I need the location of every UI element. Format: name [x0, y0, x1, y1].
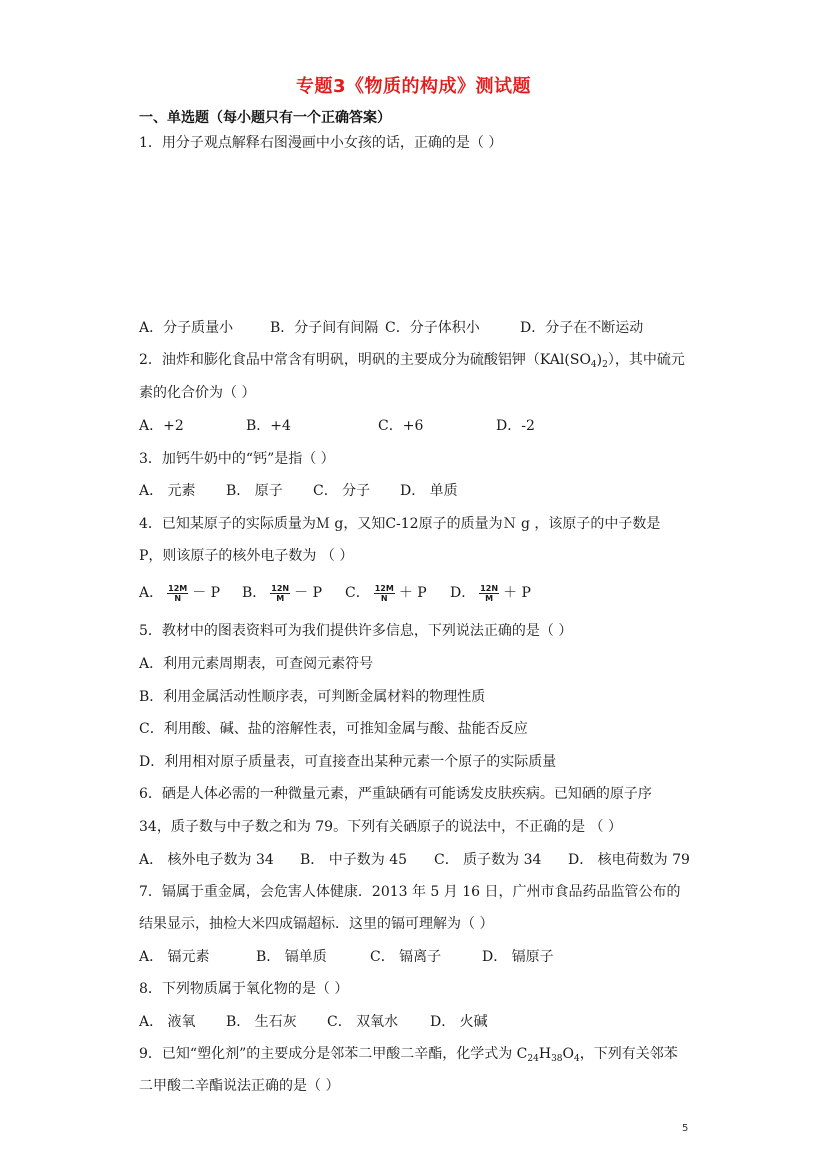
- fraction-numerator: 12N: [271, 583, 290, 593]
- fraction-denominator: M: [276, 593, 285, 603]
- question-8-option-d: D． 火碱: [430, 1014, 488, 1030]
- question-2-option-b: B．+4: [246, 418, 291, 434]
- question-3-stem: 3．加钙牛奶中的“钙”是指（ ）: [139, 451, 335, 467]
- formula-element: H: [538, 1046, 552, 1062]
- question-4-option-b: [242, 583, 322, 603]
- question-1-option-c: C．分子体积小: [385, 320, 480, 336]
- question-4-option-d: [450, 583, 531, 603]
- question-4-stem-line2: P，则该原子的核外电子数为 （ ）: [139, 548, 354, 564]
- question-9-stem-text: ，下列有关邻苯: [579, 1046, 678, 1062]
- question-8-option-b: B． 生石灰: [226, 1014, 297, 1030]
- question-6-stem-line1: 6．硒是人体必需的一种微量元素，严重缺硒有可能诱发皮肤疾病。已知硒的原子序: [139, 786, 652, 802]
- question-5-option-b: B．利用金属活动性顺序表，可判断金属材料的物理性质: [139, 689, 486, 705]
- question-6-stem-line2: 34，质子数与中子数之和为 79。下列有关硒原子的说法中，不正确的是 （ ）: [139, 819, 622, 835]
- question-2-stem-line1: [139, 350, 685, 375]
- question-6-option-a: A． 核外电子数为 34: [139, 852, 274, 868]
- question-9-stem-text: 9．已知“塑化剂”的主要成分是邻苯二甲酸二辛酯，化学式为 C: [139, 1046, 528, 1062]
- fraction: [167, 584, 188, 603]
- fraction-numerator: 12M: [168, 583, 188, 593]
- question-7-option-c: C． 镉离子: [370, 949, 442, 965]
- question-1-option-d: D．分子在不断运动: [520, 320, 644, 336]
- option-label: B．: [242, 585, 267, 601]
- question-7-option-a: A． 镉元素: [139, 949, 210, 965]
- question-7-stem-line2: 结果显示，抽检大米四成镉超标．这里的镉可理解为（ ）: [139, 916, 494, 932]
- subscript: 4: [590, 360, 597, 370]
- subscript: 24: [527, 1054, 539, 1064]
- question-5-option-c: C．利用酸、碱、盐的溶解性表，可推知金属与酸、盐能否反应: [139, 721, 528, 737]
- question-4-option-a: [139, 583, 220, 603]
- page-title: 专题3《物质的构成》测试题: [295, 76, 532, 97]
- option-tail: ＋ P: [398, 585, 427, 601]
- question-4-stem-line1: 4．已知某原子的实际质量为Ｍ g，又知C-12原子的质量为Ｎ g ，该原子的中子数是: [139, 516, 661, 532]
- question-5-option-a: A．利用元素周期表，可查阅元素符号: [139, 656, 374, 672]
- fraction-denominator: M: [485, 593, 494, 603]
- question-8-option-c: C． 双氧水: [327, 1014, 399, 1030]
- fraction: [479, 584, 499, 603]
- question-6-option-d: D． 核电荷数为 79: [568, 852, 690, 868]
- question-1-stem: 1．用分子观点解释右图漫画中小女孩的话，正确的是（ ）: [139, 135, 503, 151]
- question-9-stem-line1: [139, 1044, 678, 1069]
- question-3-option-c: C． 分子: [313, 483, 371, 499]
- question-4-option-c: [345, 583, 427, 603]
- question-2-stem-text: ): [596, 352, 603, 368]
- fraction-denominator: N: [174, 593, 182, 603]
- question-2-stem-text: 2．油炸和膨化食品中常含有明矾，明矾的主要成分为硫酸铝钾（KAl(SO: [139, 352, 591, 368]
- option-label: C．: [345, 585, 370, 601]
- option-tail: － P: [294, 585, 322, 601]
- fraction: [270, 584, 290, 603]
- question-1-option-a: A．分子质量小: [139, 320, 234, 336]
- question-5-stem: 5．教材中的图表资料可为我们提供许多信息，下列说法正确的是（ ）: [139, 623, 573, 639]
- question-3-option-a: A． 元素: [139, 483, 196, 499]
- page-number: 5: [682, 1123, 689, 1134]
- question-7-stem-line1: 7．镉属于重金属，会危害人体健康．2013 年 5 月 16 日，广州市食品药品监管公布的: [139, 884, 681, 900]
- question-2-stem-text: ），其中硫元: [607, 352, 685, 368]
- question-9-stem-line2: 二甲酸二辛酯说法正确的是（ ）: [139, 1078, 340, 1094]
- section-heading: 一、单选题（每小题只有一个正确答案）: [139, 110, 391, 126]
- question-3-option-d: D． 单质: [400, 483, 458, 499]
- option-tail: ＋ P: [503, 585, 531, 601]
- option-tail: － P: [192, 585, 221, 601]
- question-3-option-b: B． 原子: [226, 483, 283, 499]
- question-2-option-c: C．+6: [378, 418, 424, 434]
- question-8-stem: 8．下列物质属于氧化物的是（ ）: [139, 981, 349, 997]
- question-2-option-a: A．+2: [139, 418, 184, 434]
- fraction-numerator: 12M: [374, 583, 394, 593]
- question-8-option-a: A． 液氧: [139, 1014, 196, 1030]
- fraction-numerator: 12N: [480, 583, 499, 593]
- fraction: [374, 584, 395, 603]
- formula-element: O: [562, 1046, 574, 1062]
- question-6-option-b: B． 中子数为 45: [300, 852, 408, 868]
- question-5-option-d: D．利用相对原子质量表，可直接查出某种元素一个原子的实际质量: [139, 754, 557, 770]
- question-2-stem-line2: 素的化合价为（ ）: [139, 385, 256, 401]
- subscript: 2: [602, 360, 608, 370]
- option-label: D．: [450, 585, 476, 601]
- subscript: 38: [551, 1054, 563, 1064]
- question-2-option-d: D．-2: [496, 418, 535, 434]
- option-label: A．: [139, 585, 164, 601]
- subscript: 4: [574, 1054, 580, 1064]
- fraction-denominator: N: [380, 593, 388, 603]
- question-1-option-b: B．分子间有间隔: [270, 320, 379, 336]
- question-7-option-d: D． 镉原子: [482, 949, 554, 965]
- question-7-option-b: B． 镉单质: [256, 949, 327, 965]
- question-6-option-c: C． 质子数为 34: [434, 852, 542, 868]
